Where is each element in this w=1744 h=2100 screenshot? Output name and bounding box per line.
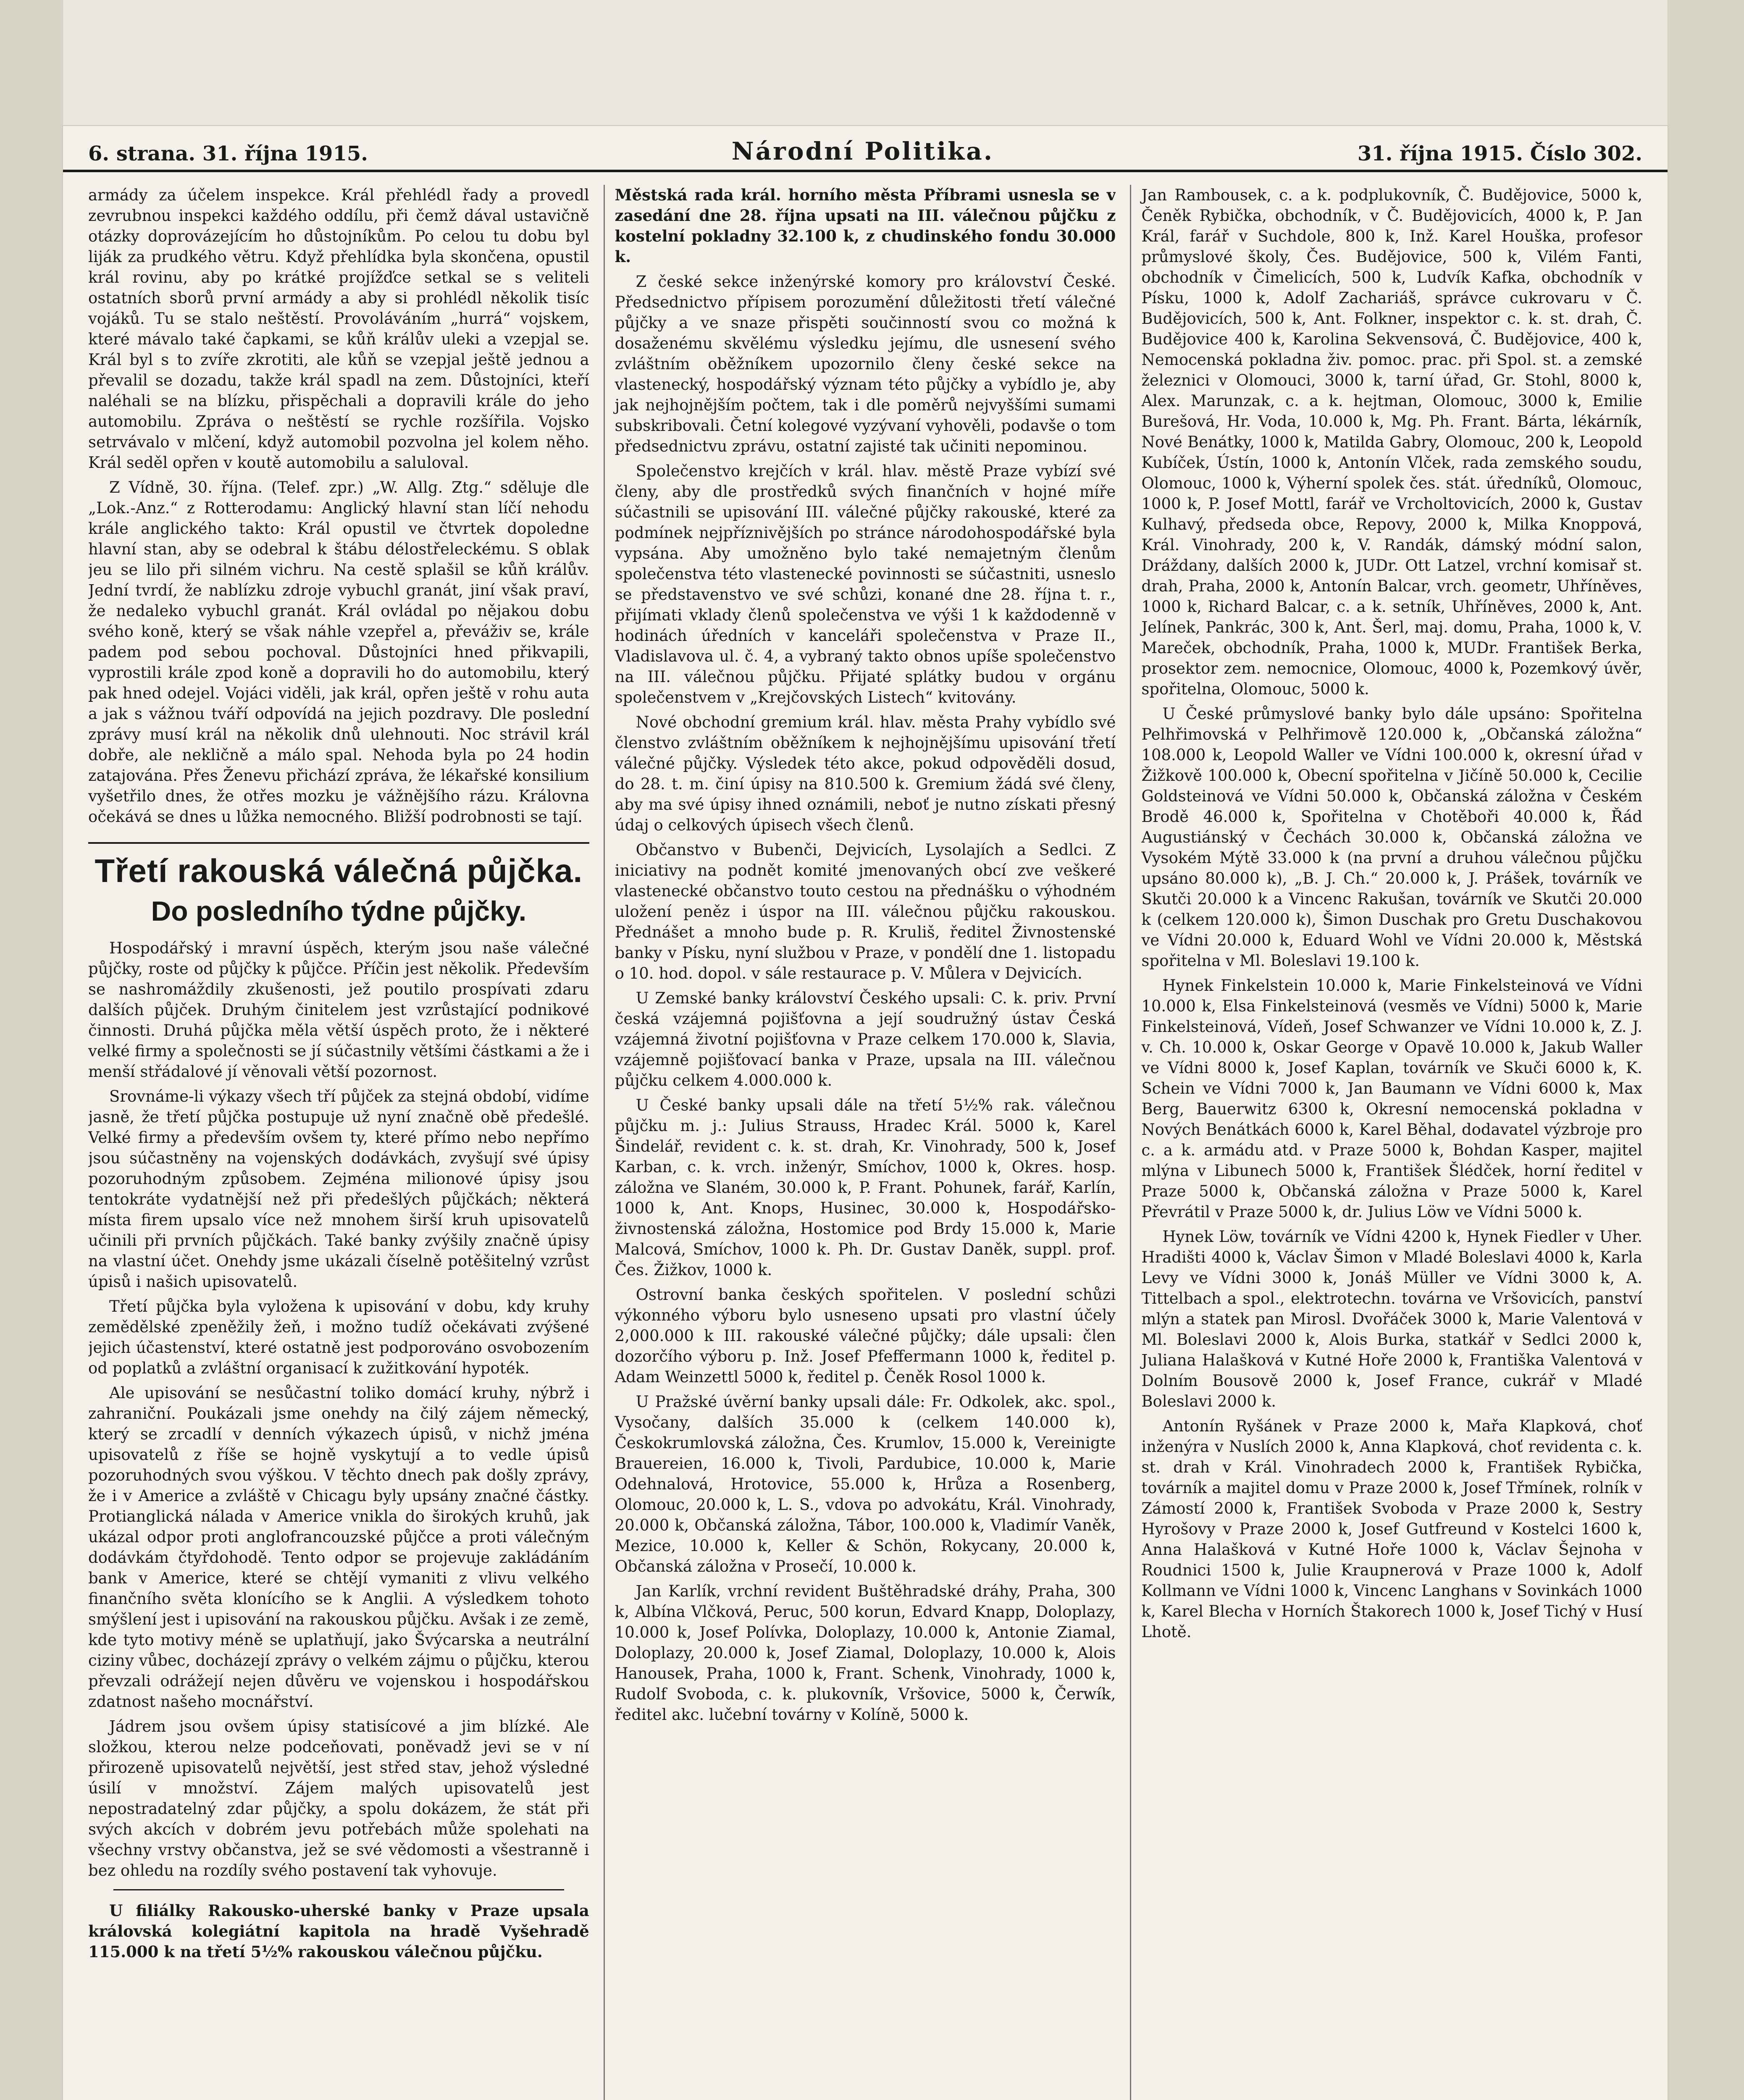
war-loan-paragraph-4: Ale upisování se nesůčastní toliko domácí kruhy, nýbrž i zahraniční. Poukázali jsme onehdy na čilý zájem německý, který se zrcadlí v denních výkazech úpisů, v nichž jména upisovatelů z říše se hojně vyskytují a to vedle úpisů pozoruhodných svou výškou. V těchto dnech pak došly zprávy, že i v Americe a zvláště v Chicagu byly upsány značné částky. Protianglická nálada v Americe vnikla do širokých kruhů, jak ukázal odpor proti anglofrancouzské půjčce a proti válečným dodávkám čtyřdohodě. Tento odpor se projevuje zakládáním bank v Americe, které se chtějí vymaniti z vlivu velkého finančního světa klonícího se k Anglii. A výsledkem tohoto smýšlení jest i upisování na rakouskou půjčku. Avšak i ze země, kde tyto motivy méně se uplatňují, jako Švýcarska a neutrální ciziny vůbec, docházejí zprávy o velkém zájmu o půjčku, kterou převzali odrážejí nejen důvěru ve vojenskou i hospodářskou zdatnost našeho mocnářství. [88,1384,589,1711]
trade-gremium-notice: Nové obchodní gremium král. hlav. města Prahy vybídlo své členstvo zvláštním oběžníkem k nejhojnějšímu upisování třetí válečné půjčky. Výsledek této akce, pokud odpověděli dosud, do 28. t. m. činí úpisy na 810.500 k. Gremium žádá své členy, aby ma své úpisy ihned oznámili, neboť je nutno získati přesný údaj o celkových úpisech všech členů. [615,713,1116,834]
czech-bank-subscriptions: U České banky upsali dále na třetí 5½% rak. válečnou půjčku m. j.: Julius Strauss, Hradec Král. 5000 k, Karel Šindelář, revident c. k. st. drah, Kr. Vinohrady, 500 k, Josef Karban, c. k. vrch. inženýr, Smíchov, 1000 k, Okres. hosp. záložna ve Slaném, 30.000 k, P. Frant. Pohunek, farář, Karlín, 1000 k, Ant. Knops, Husinec, 30.000 k, Hospodářsko-živnostenská záložna, Hostomice pod Brdy 15.000 k, Marie Malcová, Smíchov, 1000 k. Ph. Dr. Gustav Daněk, suppl. prof. Čes. Žižkov, 1000 k. [615,1096,1116,1279]
column-2 [604,185,1116,2100]
column-3 [1130,185,1642,2100]
vysehrad-chapter-notice: U filiálky Rakousko-uherské banky v Praze upsala královská kolegiátní kapitola na hradě Vyšehradě 115.000 k na třetí 5½% rakouskou válečnou půjčku. [88,1901,589,1961]
header-right: 31. října 1915. Číslo 302. [1357,142,1642,165]
land-bank-subscriptions: U Zemské banky království Českého upsali: C. k. priv. První česká vzájemná pojišťovna a její soudružný ústav Česká vzájemná životní pojišťovna v Praze celkem 170.000 k, Slavia, vzájemně pojišťovací banka v Praze, upsala na III. válečnou půjčku celkem 4.000.000 k. [615,989,1116,1089]
right-scan-margin [1668,0,1744,2100]
war-loan-headline: Třetí rakouská válečná půjčka. [88,842,589,890]
industrial-bank-subscriptions: U České průmyslové banky bylo dále upsáno: Spořitelna Pelhřimovská v Pelhřimově 120.000 k, „Občanská záložna“ 108.000 k, Leopold Waller ve Vídni 100.000 k, okresní úřad v Žižkově 100.000 k, Obecní spořitelna v Jičíně 50.000 k, Cecilie Goldsteinová ve Vídni 50.000 k, Občanská záložna v Českém Brodě 46.000 k, Spořitelna v Chotěboři 40.000 k, Řád Augustiánský v Čechách 30.000 k, Občanská záložna ve Vysokém Mýtě 33.000 k (na první a druhou válečnou půjčku upsáno 80.000 k), „B. J. Ch.“ 20.000 k, J. Prášek, továrník ve Skutči 20.000 k a Vincenc Rakušan, továrník ve Skutči 20.000 k (celkem 120.000 k), Šimon Duschak pro Gretu Duschakovou ve Vídni 20.000 k, Eduard Wohl ve Vídni 20.000 k, Městská spořitelna v Ml. Boleslavi 19.100 k. [1141,705,1643,970]
war-loan-subheadline: Do posledního týdne půjčky. [151,895,527,927]
page-header [63,126,1668,172]
subscriber-list-budejovice: Jan Rambousek, c. a k. podplukovník, Č. Budějovice, 5000 k, Čeněk Rybička, obchodník, v Č. Budějovicích, 4000 k, P. Jan Král, farář v Suchdole, 800 k, Inž. Karel Houška, profesor průmyslové školy, Čes. Budějovice, 500 k, Vilém Fanti, obchodník v Čimelicích, 500 k, Ludvík Kafka, obchodník v Písku, 1000 k, Adolf Zachariáš, správce cukrovaru v Č. Budějovicích, 500 k, Ant. Folkner, inspektor c. k. st. drah, Č. Budějovice 400 k, Karolina Sekvensová, Č. Budějovice, 400 k, Nemocenská pokladna živ. pomoc. prac. při Spol. st. a zemské železnici v Olomouci, 3000 k, tarní úřad, Gr. Stohl, 8000 k, Alex. Marunzak, c. a k. hejtman, Olomouc, 3000 k, Emilie Burešová, Hr. Voda, 10.000 k, Mg. Ph. Frant. Bárta, lékárník, Nové Benátky, 1000 k, Matilda Gabry, Olomouc, 200 k, Leopold Kubíček, Ústín, 1000 k, Antonín Vlček, rada zemského soudu, Olomouc, 1000 k, Výherní spolek čes. stát. úředníků, Olomouc, 1000 k, P. Josef Mottl, farář ve Vrcholtovicích, 2000 k, Gustav Kulhavý, předseda obce, Repovy, 2000 k, Milka Knoppová, Král. Vinohrady, 200 k, V. Randák, dámský módní salon, Dráždany, dalších 2000 k, JUDr. Ott Latzel, vrchní komisař st. drah, Praha, 2000 k, Antonín Balcar, vrch. geometr, Uhříněves, 1000 k, Richard Balcar, c. a k. setník, Uhříněves, 2000 k, Ant. Jelínek, Pankrác, 300 k, Ant. Šerl, maj. domu, Praha, 1000 k, V. Mareček, obchodník, Praha, 1000 k, MUDr. František Berka, prosektor zem. nemocnice, Olomouc, 4000 k, Pozemkový úvěr, spořitelna, Olomouc, 5000 k. [1141,186,1643,698]
subscriber-list-final: Antonín Ryšánek v Praze 2000 k, Mařa Klapková, choť inženýra v Nuslích 2000 k, Anna Klapková, choť revidenta c. k. st. drah v Král. Vinohradech 2000 k, František Rybička, továrník a majitel domu v Praze 2000 k, Josef Třmínek, rolník v Zámostí 2000 k, František Svoboda v Praze 2000 k, Sestry Hyrošovy v Praze 2000 k, Josef Gutfreund v Kostelci 1600 k, Anna Halašková v Kutné Hoře 1000 k, Václav Šejnoha v Roudnici 1500 k, Julie Kraupnerová v Praze 1000 k, Adolf Kollmann ve Vídni 1000 k, Vincenc Langhans v Sovinkách 1000 k, Karel Blecha v Horních Štakorech 1000 k, Josef Tichý v Husí Lhotě. [1141,1417,1643,1641]
subscriber-list-boleslav: Hynek Löw, továrník ve Vídni 4200 k, Hynek Fiedler v Uher. Hradišti 4000 k, Václav Šimon v Mladé Boleslavi 4000 k, Karla Levy ve Vídni 3000 k, Jonáš Müller ve Vídni 3000 k, A. Tittelbach a spol., elektrotechn. továrna ve Vršovicích, panství mlýn a statek pan Mirosl. Dvořáček 3000 k, Marie Valentová v Ml. Boleslavi 2000 k, Alois Burka, statkář v Sedlci 2000 k, Juliana Halašková v Kutné Hoře 2000 k, Františka Valentová v Dolním Bousově 2000 k, Josef France, cukrář v Mladé Boleslavi 2000 k. [1141,1228,1643,1410]
subscriber-list-vienna: Hynek Finkelstein 10.000 k, Marie Finkelsteinová ve Vídni 10.000 k, Elsa Finkelsteinová (vesměs ve Vídni) 5000 k, Marie Finkelsteinová, Vídeň, Josef Schwanzer ve Vídni 10.000 k, Z. J. v. Ch. 10.000 k, Oskar George v Opavě 10.000 k, Jakub Waller ve Vídni 8000 k, Josef Kaplan, továrník ve Skuči 6000 k, K. Schein ve Vídni 7000 k, Jan Baumann ve Vídni 6000 k, Max Berg, Bauerwitz 6300 k, Okresní nemocenská pokladna v Nových Benátkách 6000 k, Karel Běhal, dodavatel výzbroje pro c. a k. armádu atd. v Praze 5000 k, Bohdan Kasper, majitel mlýna v Libunech 5000 k, František Šlédček, horní ředitel v Praze 5000 k, Občanská záložna v Praze 5000 k, Karel Převrátil v Praze 5000 k, dr. Julius Löw ve Vídni 5000 k. [1141,976,1643,1221]
savings-banks-central-notice: Ostrovní banka českých spořitelen. V poslední schůzi výkonného výboru bylo usneseno upsati pro vlastní účely 2,000.000 k III. rakouské válečné půjčky; dále upsali: člen dozorčího výboru p. Inž. Josef Pfeffermann 1000 k, ředitel p. Adam Weinzettl 5000 k, ředitel p. Čeněk Rosol 1000 k. [615,1286,1116,1386]
section-divider [113,1889,564,1890]
newspaper-page [63,126,1668,2100]
column-1 [88,185,589,2100]
vienna-telegram: Z Vídně, 30. října. (Telef. zpr.) „W. Allg. Ztg.“ sděluje dle „Lok.-Anz.“ z Rotterodamu: Anglický hlavní stan líčí nehodu krále anglického takto: Král opustil ve čtvrtek dopoledne hlavní stan, aby se odebral k štábu délostřeleckému. S oblak jeu se lilo při silném vichru. Na cestě splašil se kůň králův. Jední tvrdí, že nablízku zdroje vybuchl granát, jiní však praví, že nedaleko vybuchl granát. Král ovládal po nějakou dobu svého koně, který se však náhle vzepřel a, převáživ se, krále padem pod sebou pochoval. Důstojníci hned přikvapili, vyprostili krále zpod koně a dopravili ho do automobilu, který pak hned odejel. Vojáci viděli, jak král, opřen ještě v rohu auta a jak s vážnou tváří odpovídá na jejich pozdravy. Dle poslední zprávy musí král na několik dnů ulehnouti. Noc strávil král dobře, ale nekličně a málo spal. Nehoda byla po 24 hodin zatajována. Přes Ženevu přichází zpráva, že lékařské konsilium vyšetřilo dnes, že otřes mozku je vážnějšího rázu. Královna očekává se dnes u lůžka nemocného. Bližší podrobnosti se tají. [88,478,589,826]
bubenec-citizens-notice: Občanstvo v Bubenči, Dejvicích, Lysolajích a Sedlci. Z iniciativy na podnět komité jmenovaných obcí zve veškeré vlastenecké občanstvo touto cestou na přednášku o výhodném uložení peněz i úspor na III. válečnou půjčku rakouskou. Přednášet a mnoho bude p. R. Kruliš, ředitel Živnostenské banky v Písku, nyní službou v Praze, v pondělí dne 1. listopadu o 10. hod. dopol. v sále restaurace p. V. Můlera v Dejvicích. [615,841,1116,982]
engineering-chamber-notice: Z české sekce inženýrské komory pro království České. Předsednictvo přípisem porozumění důležitosti třetí válečné půjčky a ve snaze přispěti součinností svou co možná k dosaženému skvělému výsledku jejímu, dle usnesení svého zvláštním oběžníkem upozornilo členy české sekce na vlastenecký, hospodářský význam této půjčky a vybídlo je, aby jak nejhojnějším počtem, tak i dle poměrů nejvyššími sumami subskribovali. Četní kolegové vyzývaní vyhověli, podavše o tom předsednictvu zprávu, ostatní zajisté tak učiniti nepominou. [615,273,1116,455]
war-loan-paragraph-5: Jádrem jsou ovšem úpisy statisícové a jim blízké. Ale složkou, kterou nelze podceňovati, poněvadž jevi se v ní přirozeně upisovatelů největší, jest střed stav, jehož výsledné úsilí v množství. Zájem malých upisovatelů jest nepostradatelný zdar půjčky, a spolu dokázem, že stát při svých akcích v dobrém jevu potřebách může spolehati na všechny vrstvy občanstva, jež se své vědomosti a všestranně i bez ohledu na rozdíly svého postavení tak vyhovuje. [88,1717,589,1880]
article-columns [88,185,1642,2100]
war-loan-paragraph-3: Třetí půjčka byla vyložena k upisování v dobu, kdy kruhy zemědělské zpeněžily žeň, i možno tudíž očekávati zvýšené jejich účastenství, které ostatně jest podporováno osvobozením od poplatků a zvláštní organisací k zužitkování hypoték. [88,1297,589,1377]
tailors-guild-notice: Společenstvo krejčích v král. hlav. městě Praze vybízí své členy, aby dle prostředků svých finančních v hojné míře súčastnili se upisování III. válečné půjčky rakouské, které za podmínek nejpříznivějších po stránce národohospodářské byla vypsána. Aby umožněno bylo také nemajetným členům společenstva této vlastenecké povinnosti se súčastniti, usneslo se představenstvo ve své schůzi, konané dne 28. října t. r., přijímati vklady členů společenstva ve výši 1 k každodenně v hodinách úředních v kanceláři společenstva v Praze II., Vladislavova ul. č. 4, a vybraný takto obnos upíše společenstvo na III. válečnou půjčku. Přijaté splátky budou v orgánu společenstvem v „Krejčovských Listech“ kvitovány. [615,462,1116,706]
left-scan-margin [0,0,63,2100]
king-accident-report: armády za účelem inspekce. Král přehlédl řady a provedl zevrubnou inspekci každého oddílu, při čemž dával ustavičně otázky doprovázejícím ho důstojníkům. Po celou tu dobu byl liják za prudkého větru. Když přehlídka byla skončena, opustil král rovinu, aby po krátké projížďce setkal se s veliteli ostatních sborů první armády a aby si prohlédl několik tisíc vojáků. Tu se stalo neštěstí. Provoláváním „hurrá“ vojskem, které mávalo také čapkami, se kůň králův uleki a vzepjal se. Král byl s to zvíře zkrotiti, ale kůň se vzepjal ještě jednou a převalil se dozadu, takže král spadl na zem. Důstojníci, kteří naléhali se na blízku, přispěchali a dopravili krále do jeho automobilu. Zpráva o neštěstí se rychle rozšířila. Vojsko setrvávalo v mlčení, když automobil pozvolna jel kolem něho. Král seděl opřen v koutě automobilu a saluloval. [88,186,589,472]
subscriber-list-continued: Jan Karlík, vrchní revident Buštěhradské dráhy, Praha, 300 k, Albína Vlčková, Peruc, 500 korun, Edvard Knapp, Doloplazy, 10.000 k, Josef Polívka, Doloplazy, 10.000 k, Antonie Ziamal, Doloplazy, 20.000 k, Josef Ziamal, Doloplazy, 10.000 k, Alois Hanousek, Praha, 1000 k, Frant. Schenk, Vinohrady, 1000 k, Rudolf Svoboda, c. k. plukovník, Vršovice, 5000 k, Čerwík, ředitel akc. lučební továrny v Kolíně, 5000 k. [615,1582,1116,1724]
war-loan-paragraph-1: Hospodářský i mravní úspěch, kterým jsou naše válečné půjčky, roste od půjčky k půjčce. Příčin jest několik. Především se nashromáždily zkušenosti, jež poutilo prospívati zdaru dalších půjček. Druhým činitelem jest vzrůstající podnikové činnosti. Druhá půjčka měla větší úspěch proto, že i některé velké firmy a společnosti se jí súčastnily většími částkami a že i menší střádalové jí věnovali větší pozornost. [88,939,589,1081]
header-left: 6. strana. 31. října 1915. [88,142,368,165]
prague-credit-bank-subscriptions: U Pražské úvěrní banky upsali dále: Fr. Odkolek, akc. spol., Vysočany, dalších 35.000 k (celkem 140.000 k), Českokrumlovská záložna, Čes. Krumlov, 15.000 k, Vereinigte Brauereien, 16.000 k, Tivoli, Pardubice, 10.000 k, Marie Odehnalová, Hrotovice, 55.000 k, Hrůza a Rosenberg, Olomouc, 20.000 k, L. S., vdova po advokátu, Král. Vinohrady, 20.000 k, Občanská záložna, Tábor, 100.000 k, Vladimír Vaněk, Mezice, 10.000 k, Keller & Schön, Rokycany, 20.000 k, Občanská záložna v Prosečí, 10.000 k. [615,1393,1116,1575]
masthead-title: Národní Politika. [731,137,994,165]
pribram-council-notice: Městská rada král. horního města Příbrami usnesla se v zasedání dne 28. října upsati na III. válečnou půjčku z kostelní pokladny 32.100 k, z chudinského fondu 30.000 k. [615,186,1116,266]
war-loan-paragraph-2: Srovnáme-li výkazy všech tří půjček za stejná období, vidíme jasně, že třetí půjčka postupuje už nyní značně obě předešlé. Velké firmy a především ovšem ty, které přímo nebo nepřímo jsou súčastněny na vojenských dodávkách, zvyšují své úpisy pozoruhodným způsobem. Zejména milionové úpisy jsou tentokráte vydatnější než při předešlých půjčkách; některá místa firem upsalo více než mnohem širší kruh upisovatelů učinili při prvních půjčkách. Také banky zvýšily značně úpisy na vlastní účet. Onehdy jsme ukázali číselně potěšitelný vzrůst úpisů i našich upisovatelů. [88,1087,589,1291]
